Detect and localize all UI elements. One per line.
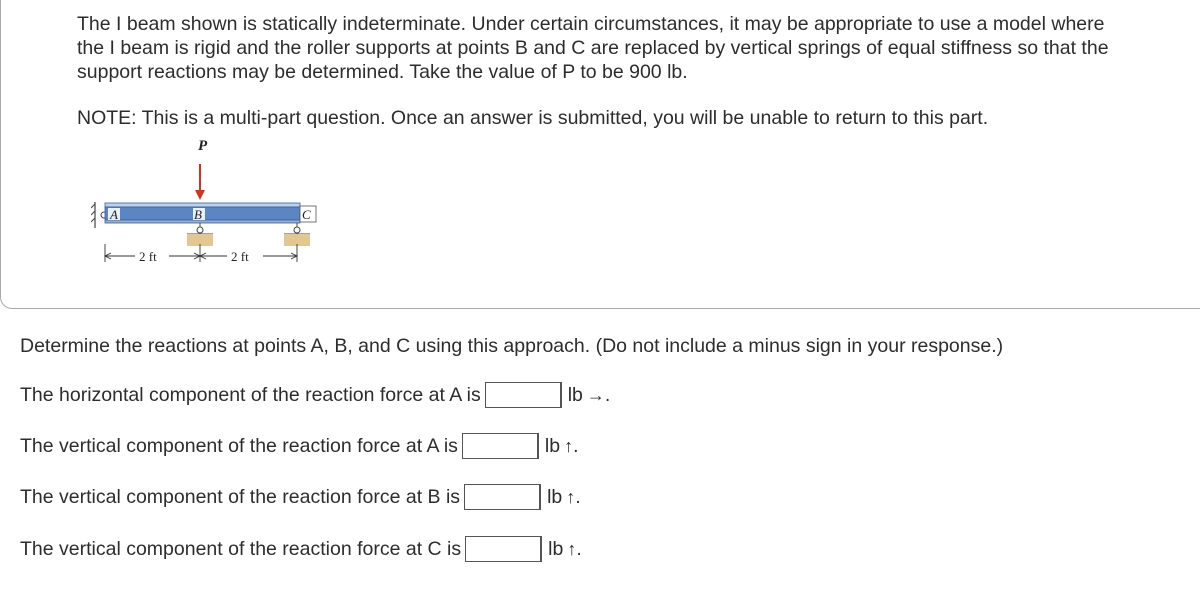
dimension-bc: 2 ft (231, 249, 249, 264)
up-arrow-icon: ↑ (567, 539, 577, 559)
point-label-b: B (194, 207, 202, 222)
reaction-cy-input[interactable] (465, 536, 541, 562)
beam-diagram (91, 132, 321, 272)
unit-text: lb (547, 486, 563, 508)
dimension-ab: 2 ft (139, 249, 157, 264)
unit-text: lb (548, 538, 564, 560)
answer-label: The vertical component of the reaction force at A is (20, 435, 458, 457)
point-label-c: C (302, 207, 311, 222)
load-arrow-icon (195, 164, 205, 200)
part-instruction: Determine the reactions at points A, B, and C using this approach. (Do not include a minus sign in your response.) (20, 335, 1004, 357)
unit-suffix: . (575, 486, 581, 508)
unit-text: lb (567, 384, 583, 406)
up-arrow-icon: ↑ (564, 436, 574, 456)
prompt-line-2: the I beam is rigid and the roller supports at points B and C are replaced by vertical springs of equal stiffness so that the (77, 37, 1109, 59)
fixed-support-a (91, 202, 107, 228)
reaction-by-input[interactable] (464, 484, 540, 510)
prompt-line-3: support reactions may be determined. Take the value of P to be 900 lb. (77, 61, 688, 83)
answer-label: The horizontal component of the reaction force at A is (20, 384, 481, 406)
point-label-a: A (110, 207, 118, 222)
unit-label (540, 484, 581, 510)
roller-support-b (187, 223, 213, 246)
answer-row-vertical-a (20, 433, 579, 459)
unit-label (561, 382, 611, 408)
reaction-ax-input[interactable] (485, 382, 561, 408)
answer-label: The vertical component of the reaction force at B is (20, 486, 461, 508)
unit-suffix: . (576, 538, 582, 560)
unit-suffix: . (604, 384, 611, 406)
multi-part-note: NOTE: This is a multi-part question. Once an answer is submitted, you will be unable to return to this part. (77, 107, 989, 129)
right-arrow-icon: → (586, 385, 605, 405)
dimension-lines (105, 244, 297, 262)
reaction-ay-input[interactable] (462, 433, 538, 459)
up-arrow-icon: ↑ (566, 487, 576, 507)
question-prompt (77, 12, 1177, 84)
roller-support-c (284, 223, 310, 246)
answer-row-horizontal-a (20, 382, 610, 408)
unit-suffix: . (573, 435, 579, 457)
unit-label (541, 536, 582, 562)
answer-row-vertical-b (20, 484, 581, 510)
unit-text: lb (544, 435, 561, 457)
unit-label (538, 433, 579, 459)
answer-row-vertical-c (20, 536, 582, 562)
load-label-p: P (198, 138, 208, 154)
prompt-line-1: The I beam shown is statically indeterminate. Under certain circumstances, it may be appropriate to use a model where (77, 13, 1105, 35)
answer-label: The vertical component of the reaction force at C is (20, 538, 462, 560)
